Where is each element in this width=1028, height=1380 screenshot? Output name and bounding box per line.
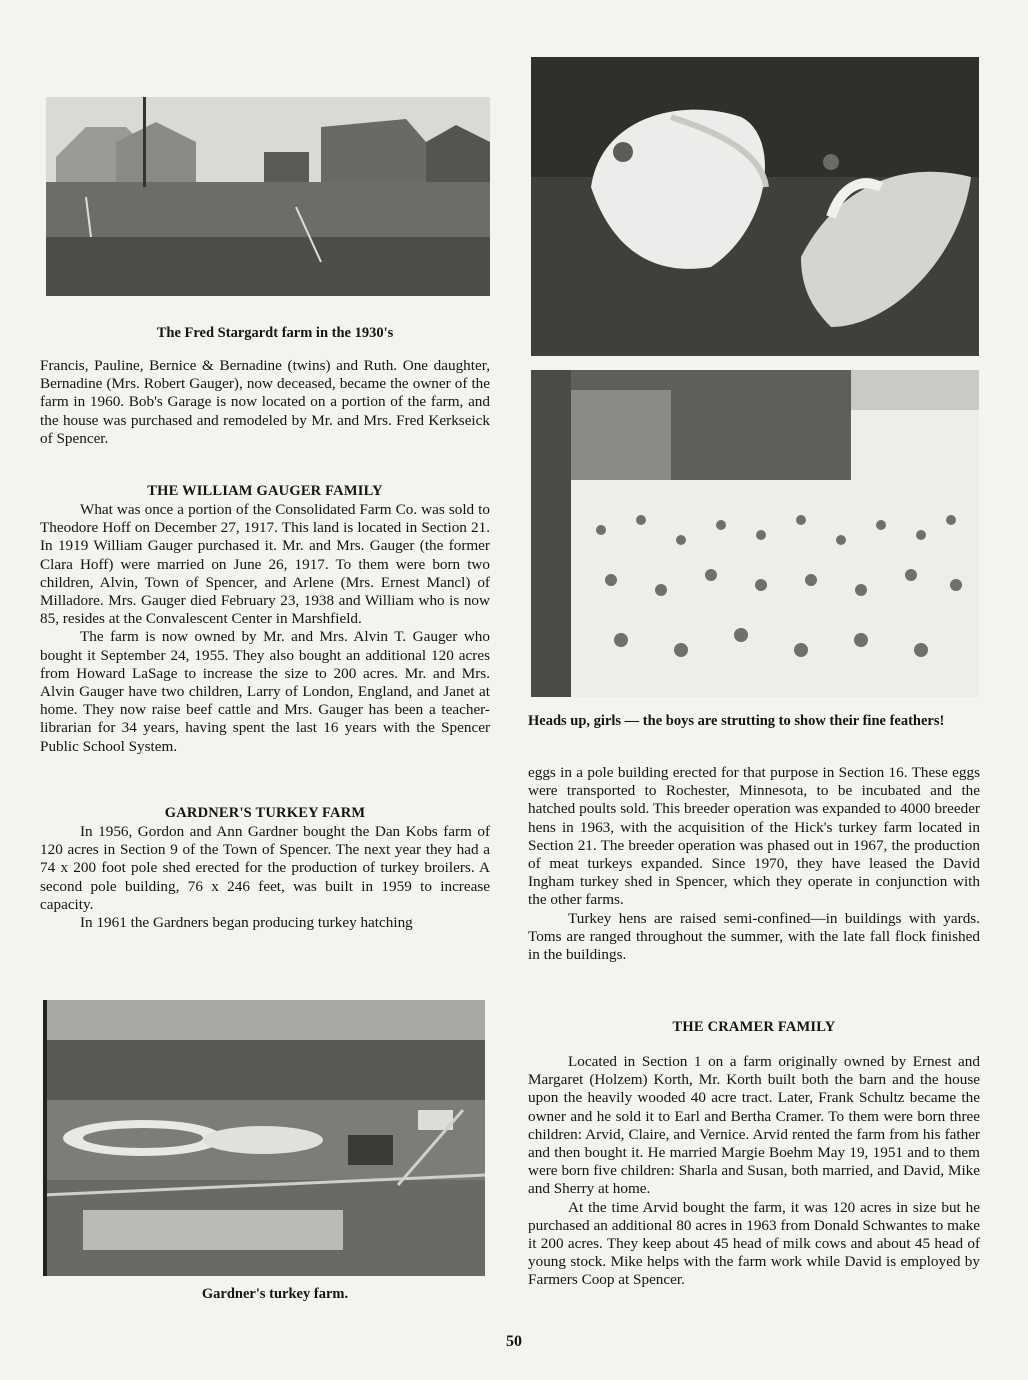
gardner-continued-paragraph-2: Turkey hens are raised semi-confined—in buildings with yards. Toms are ranged throughout the summer, with the late fall flock finished in the buildings.: [528, 909, 980, 964]
cramer-paragraph-1: Located in Section 1 on a farm originally owned by Ernest and Margaret (Holzem) Korth, Mr. Korth built both the barn and the house upon the heavily wooded 40 acre tract. Later, Frank Schultz became the owner and he sold it to Earl and Bertha Cramer. To them were born three children: Arvid, Claire, and Vernice. Arvid rented the farm from his father and then bought it. He married Margie Boehm May 19, 1951 and to them were born five children: Sharla and Susan, both married, and David, Mike and Sherry at home.: [528, 1053, 980, 1198]
stargardt-farm-caption: The Fred Stargardt farm in the 1930's: [156, 325, 394, 341]
page-number: 50: [506, 1333, 522, 1350]
gardner-paragraph-1: In 1956, Gordon and Ann Gardner bought the Dan Kobs farm of 120 acres in Section 9 of the Town of Spencer. The next year they had a 74 x 200 foot pole shed erected for the production of turkey broilers. A second pole building, 76 x 246 feet, was built in 1959 to increase capacity.: [40, 823, 490, 913]
intro-paragraph: Francis, Pauline, Bernice & Bernadine (twins) and Ruth. One daughter, Bernadine (Mrs. Robert Gauger), now deceased, became the owner of the farm in 1960. Bob's Garage is now located on a portion of the farm, and the house was purchased and remodeled by Mr. and Mrs. Fred Kerkseick of Spencer.: [40, 357, 490, 447]
gardner-paragraph-2: In 1961 the Gardners began producing turkey hatching: [80, 914, 413, 932]
cramer-family-heading: THE CRAMER FAMILY: [672, 1019, 836, 1035]
gardner-continued-paragraph-1: eggs in a pole building erected for that purpose in Section 16. These eggs were transported to Rochester, Minnesota, to be incubated and the hatched poults sold. This breeder operation was expanded to 4000 breeder hens in 1963, with the acquisition of the Hick's turkey farm located in Section 21. The breeder operation was phased out in 1967, the production of meat turkeys expanded. Since 1970, they have leased the David Ingham turkey shed in Spencer, which they operate in conjunction with the other farms.: [528, 764, 980, 909]
gardner-farm-caption: Gardner's turkey farm.: [201, 1286, 349, 1302]
gauger-paragraph-2: The farm is now owned by Mr. and Mrs. Alvin T. Gauger who bought it September 24, 1955. They also bought an additional 120 acres from Howard LaSage to increase the size to 200 acres. Mr. and Mrs. Alvin Gauger have two children, Larry of London, England, and Janet at home. They now raise beef cattle and Mrs. Gauger has been a teacher-librarian for 34 years, having spent the last 16 years with the Spencer Public School System.: [40, 628, 490, 755]
gardner-turkey-farm-heading: GARDNER'S TURKEY FARM: [164, 805, 366, 821]
gauger-family-heading: THE WILLIAM GAUGER FAMILY: [147, 483, 383, 499]
strutting-turkeys-photo: [531, 57, 979, 356]
gauger-paragraph-1: What was once a portion of the Consolidated Farm Co. was sold to Theodore Hoff on December 27, 1917. This land is located in Section 21. In 1919 William Gauger purchased it. Mr. and Mrs. Gauger (the former Clara Hoff) were married on June 26, 1917. To them were born two children, Alvin, Town of Spencer, and Arlene (Mrs. Ernest Mancl) of Milladore. Mrs. Gauger died February 23, 1938 and William who is now 85, resides at the Convalescent Center in Marshfield.: [40, 501, 490, 628]
turkeys-caption: Heads up, girls — the boys are strutting to show their fine feathers!: [528, 713, 945, 729]
cramer-paragraph-2: At the time Arvid bought the farm, it was 120 acres in size but he purchased an additional 80 acres in 1963 from Donald Schwantes to make it 200 acres. They keep about 45 head of milk cows and about 45 head of young stock. Mike helps with the farm work while David is employed by Farmers Coop at Spencer.: [528, 1198, 980, 1289]
turkey-flock-photo: [531, 370, 979, 697]
stargardt-farm-photo: [46, 97, 490, 296]
gardner-turkey-farm-photo: [43, 1000, 485, 1276]
